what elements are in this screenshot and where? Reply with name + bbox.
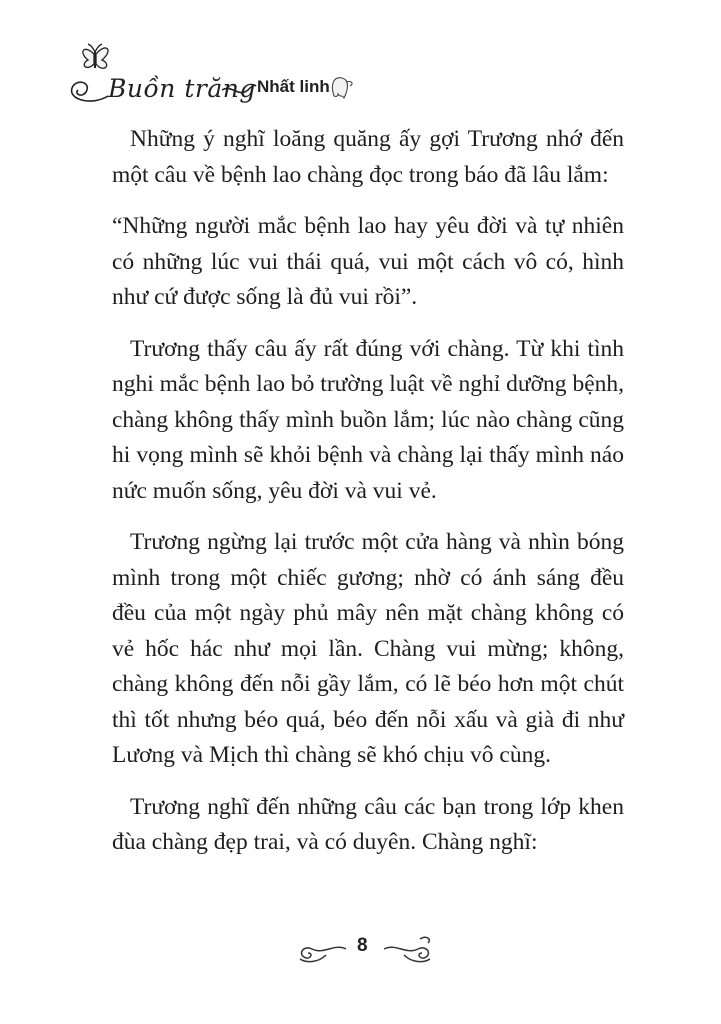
running-header	[62, 40, 362, 110]
ghost-icon	[332, 78, 352, 98]
book-title: Buồn trăng	[108, 74, 256, 103]
paragraph: Trương ngừng lại trước một cửa hàng và nhìn bóng mình trong một chiếc gương; nhờ có ánh sáng đều đều của một ngày phủ mây nên mặt chàng không có vẻ hốc hác như mọi lần. Chàng vui mừng; không, chàng không đến nỗi gầy lắm, có lẽ béo hơn một chút thì tốt nhưng béo quá, béo đến nỗi xấu và già đi như Lương và Mịch thì chàng sẽ khó chịu vô cùng.	[112, 529, 624, 768]
paragraph: Trương nghĩ đến những câu các bạn trong lớp khen đùa chàng đẹp trai, và có duyên. Chàng nghĩ:	[112, 793, 624, 855]
butterfly-icon	[83, 44, 108, 68]
paragraph: Những ý nghĩ loăng quăng ấy gợi Trương nhớ đến một câu về bệnh lao chàng đọc trong báo đã lâu lắm:	[112, 126, 624, 188]
author-name: Nhất linh	[257, 77, 330, 96]
quote-paragraph: “Những người mắc bệnh lao hay yêu đời và tự nhiên có những lúc vui thái quá, vui một cách vô có, hình như cứ được sống là đủ vui rồi”.	[112, 213, 624, 310]
paragraph: Trương thấy câu ấy rất đúng với chàng. Từ khi tình nghi mắc bệnh lao bỏ trường luật về nghỉ dưỡng bệnh, chàng không thấy mình buồn lắm; lúc nào chàng cũng hi vọng mình sẽ khỏi bệnh và chàng lại thấy mình náo nức muốn sống, yêu đời và vui vẻ.	[112, 335, 624, 504]
body-text	[112, 122, 624, 877]
page-footer	[280, 925, 450, 975]
page-number: 8	[357, 935, 368, 956]
